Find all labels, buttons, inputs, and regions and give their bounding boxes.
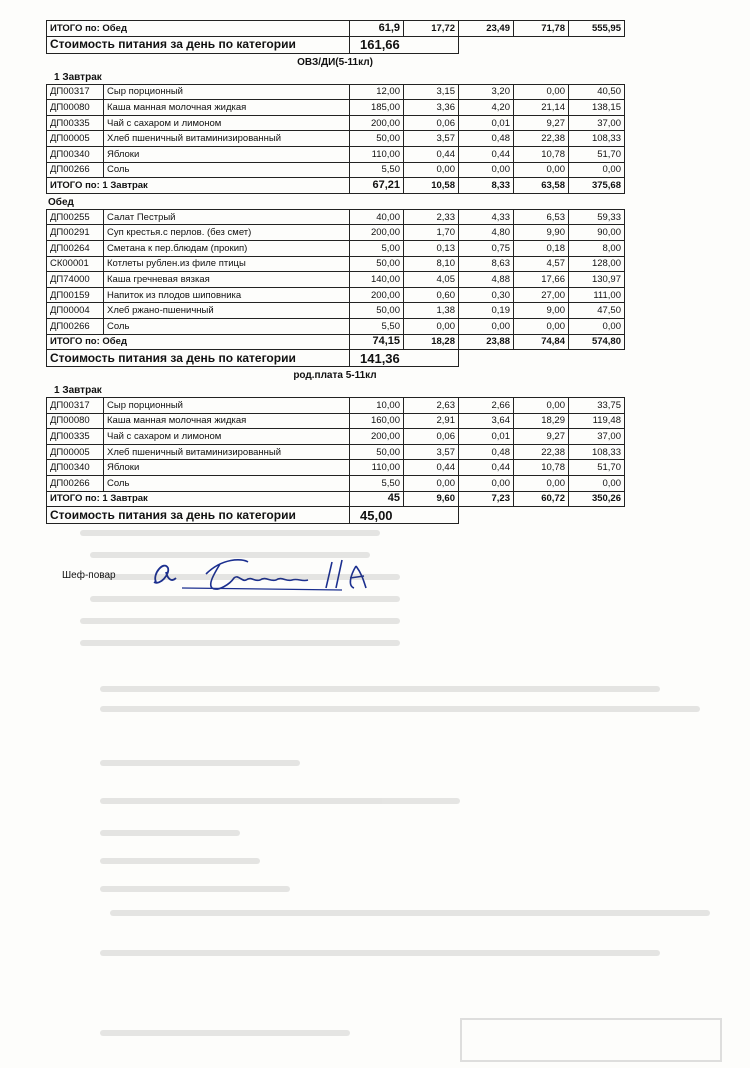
total-label: ИТОГО по: 1 Завтрак — [47, 491, 350, 507]
dish-value: 128,00 — [569, 256, 625, 272]
dish-code: ДП00317 — [47, 84, 104, 100]
dish-value: 3,64 — [459, 413, 514, 429]
dish-code: ДП00291 — [47, 225, 104, 241]
total-label: ИТОГО по: Обед — [47, 334, 350, 350]
dish-value: 119,48 — [569, 413, 625, 429]
dish-code: ДП00340 — [47, 460, 104, 476]
dish-value: 0,48 — [459, 444, 514, 460]
dish-name: Яблоки — [104, 460, 350, 476]
dish-name: Яблоки — [104, 146, 350, 162]
total-value: 350,26 — [569, 491, 625, 507]
dish-value: 0,00 — [404, 476, 459, 492]
chef-signature — [142, 552, 412, 600]
dish-value: 0,18 — [514, 240, 569, 256]
dish-value: 4,20 — [459, 100, 514, 116]
dish-name: Каша гречневая вязкая — [104, 272, 350, 288]
dish-value: 0,00 — [569, 318, 625, 334]
dish-value: 50,00 — [350, 131, 404, 147]
total-value: 45 — [350, 491, 404, 507]
table-row — [47, 413, 625, 429]
dish-name: Чай с сахаром и лимоном — [104, 115, 350, 131]
dish-code: ДП00264 — [47, 240, 104, 256]
blank-cell — [459, 507, 625, 524]
cost-value: 161,66 — [350, 36, 459, 53]
total-value: 17,72 — [404, 21, 459, 37]
section-title: ОВЗ/ДИ(5-11кл) — [297, 56, 373, 68]
total-value: 67,21 — [350, 178, 404, 194]
dish-code: ДП00340 — [47, 146, 104, 162]
dish-value: 8,00 — [569, 240, 625, 256]
dish-value: 0,00 — [459, 162, 514, 178]
meal-total-row — [47, 491, 625, 507]
dish-value: 51,70 — [569, 146, 625, 162]
dish-code: ДП00266 — [47, 318, 104, 334]
dish-value: 3,20 — [459, 84, 514, 100]
dish-value: 51,70 — [569, 460, 625, 476]
total-value: 10,58 — [404, 178, 459, 194]
dish-value: 0,44 — [459, 146, 514, 162]
dish-value: 0,00 — [404, 318, 459, 334]
dish-value: 9,90 — [514, 225, 569, 241]
dish-value: 4,05 — [404, 272, 459, 288]
dish-value: 130,97 — [569, 272, 625, 288]
dish-code: ДП00159 — [47, 287, 104, 303]
dish-name: Суп крестья.с перлов. (без смет) — [104, 225, 350, 241]
dish-value: 0,00 — [569, 476, 625, 492]
cost-label: Стоимость питания за день по категории — [47, 36, 350, 53]
dish-value: 9,00 — [514, 303, 569, 319]
total-value: 18,28 — [404, 334, 459, 350]
reverse-side-box — [460, 1018, 722, 1062]
table-row — [47, 318, 625, 334]
dish-value: 33,75 — [569, 398, 625, 414]
dish-value: 0,00 — [459, 476, 514, 492]
total-value: 71,78 — [514, 21, 569, 37]
total-value: 23,49 — [459, 21, 514, 37]
total-value: 574,80 — [569, 334, 625, 350]
dish-value: 108,33 — [569, 131, 625, 147]
dish-value: 0,75 — [459, 240, 514, 256]
dish-value: 0,00 — [514, 398, 569, 414]
dish-value: 40,00 — [350, 209, 404, 225]
table-row — [47, 398, 625, 414]
blank-cell — [459, 350, 625, 367]
dish-value: 0,00 — [514, 162, 569, 178]
dish-code: ДП00266 — [47, 162, 104, 178]
dish-value: 5,50 — [350, 162, 404, 178]
dish-value: 0,13 — [404, 240, 459, 256]
total-value: 74,84 — [514, 334, 569, 350]
total-value: 7,23 — [459, 491, 514, 507]
reverse-side-bleed-through — [70, 530, 730, 1050]
table-row — [47, 115, 625, 131]
dish-code: ДП00080 — [47, 413, 104, 429]
dish-value: 4,57 — [514, 256, 569, 272]
dish-code: ДП00335 — [47, 429, 104, 445]
dish-value: 22,38 — [514, 131, 569, 147]
dish-value: 0,00 — [514, 84, 569, 100]
dish-value: 9,27 — [514, 115, 569, 131]
dish-value: 2,66 — [459, 398, 514, 414]
table-row — [47, 476, 625, 492]
total-label: ИТОГО по: Обед — [47, 21, 350, 37]
dish-value: 9,27 — [514, 429, 569, 445]
dish-value: 0,01 — [459, 115, 514, 131]
dish-value: 0,44 — [404, 460, 459, 476]
dish-value: 1,38 — [404, 303, 459, 319]
dish-value: 3,57 — [404, 444, 459, 460]
section-title: род.плата 5-11кл — [293, 370, 377, 382]
dish-code: ДП00335 — [47, 115, 104, 131]
dish-value: 2,63 — [404, 398, 459, 414]
dish-name: Сыр порционный — [104, 84, 350, 100]
dish-name: Сметана к пер.блюдам (прокип) — [104, 240, 350, 256]
table-row — [47, 444, 625, 460]
dish-value: 4,88 — [459, 272, 514, 288]
table-row — [47, 100, 625, 116]
dish-code: ДП00255 — [47, 209, 104, 225]
chef-signature-row — [62, 566, 442, 606]
dish-value: 0,30 — [459, 287, 514, 303]
dish-value: 5,50 — [350, 476, 404, 492]
meal-title: 1 Завтрак — [54, 71, 102, 83]
dish-value: 27,00 — [514, 287, 569, 303]
daily-cost-row — [47, 36, 625, 53]
meal-title: Обед — [48, 196, 74, 208]
table-row — [47, 429, 625, 445]
dish-value: 110,00 — [350, 460, 404, 476]
dish-name: Каша манная молочная жидкая — [104, 100, 350, 116]
dish-code: СК00001 — [47, 256, 104, 272]
dish-name: Соль — [104, 476, 350, 492]
table-row — [47, 240, 625, 256]
dish-name: Хлеб ржано-пшеничный — [104, 303, 350, 319]
dish-value: 110,00 — [350, 146, 404, 162]
dish-value: 0,48 — [459, 131, 514, 147]
table-row — [47, 287, 625, 303]
dish-value: 0,44 — [404, 146, 459, 162]
total-value: 555,95 — [569, 21, 625, 37]
dish-name: Сыр порционный — [104, 398, 350, 414]
blank-cell — [459, 36, 625, 53]
dish-value: 160,00 — [350, 413, 404, 429]
dish-value: 2,91 — [404, 413, 459, 429]
chef-label: Шеф-повар — [62, 570, 116, 581]
dish-value: 185,00 — [350, 100, 404, 116]
dish-value: 12,00 — [350, 84, 404, 100]
dish-name: Салат Пестрый — [104, 209, 350, 225]
dish-value: 0,06 — [404, 115, 459, 131]
dish-value: 0,19 — [459, 303, 514, 319]
dish-value: 90,00 — [569, 225, 625, 241]
menu-document — [46, 20, 624, 524]
dish-value: 0,00 — [404, 162, 459, 178]
dish-code: ДП00005 — [47, 131, 104, 147]
table-row — [47, 303, 625, 319]
dish-value: 17,66 — [514, 272, 569, 288]
meal-table — [46, 397, 625, 524]
dish-value: 22,38 — [514, 444, 569, 460]
meal-title: 1 Завтрак — [54, 385, 102, 397]
dish-value: 3,36 — [404, 100, 459, 116]
dish-value: 3,57 — [404, 131, 459, 147]
dish-value: 37,00 — [569, 429, 625, 445]
dish-value: 4,33 — [459, 209, 514, 225]
dish-code: ДП00317 — [47, 398, 104, 414]
meal-table — [46, 84, 625, 194]
total-value: 9,60 — [404, 491, 459, 507]
total-value: 63,58 — [514, 178, 569, 194]
meal-total-row — [47, 178, 625, 194]
total-value: 60,72 — [514, 491, 569, 507]
dish-value: 108,33 — [569, 444, 625, 460]
dish-name: Хлеб пшеничный витаминизированный — [104, 444, 350, 460]
dish-value: 4,80 — [459, 225, 514, 241]
dish-value: 1,70 — [404, 225, 459, 241]
table-row — [47, 256, 625, 272]
top-summary-table — [46, 20, 625, 54]
cost-label: Стоимость питания за день по категории — [47, 507, 350, 524]
dish-value: 10,78 — [514, 146, 569, 162]
dish-name: Котлеты рублен.из филе птицы — [104, 256, 350, 272]
total-value: 61,9 — [350, 21, 404, 37]
dish-value: 8,10 — [404, 256, 459, 272]
dish-value: 47,50 — [569, 303, 625, 319]
dish-value: 59,33 — [569, 209, 625, 225]
dish-value: 200,00 — [350, 225, 404, 241]
table-row — [47, 272, 625, 288]
dish-value: 37,00 — [569, 115, 625, 131]
dish-value: 10,78 — [514, 460, 569, 476]
total-value: 8,33 — [459, 178, 514, 194]
dish-code: ДП00004 — [47, 303, 104, 319]
dish-value: 0,00 — [459, 318, 514, 334]
dish-value: 6,53 — [514, 209, 569, 225]
dish-value: 50,00 — [350, 303, 404, 319]
table-row — [47, 209, 625, 225]
dish-code: ДП00080 — [47, 100, 104, 116]
dish-value: 140,00 — [350, 272, 404, 288]
dish-value: 50,00 — [350, 444, 404, 460]
dish-value: 3,15 — [404, 84, 459, 100]
total-label: ИТОГО по: 1 Завтрак — [47, 178, 350, 194]
total-value: 375,68 — [569, 178, 625, 194]
dish-value: 0,44 — [459, 460, 514, 476]
dish-value: 18,29 — [514, 413, 569, 429]
table-row — [47, 162, 625, 178]
dish-name: Соль — [104, 318, 350, 334]
dish-value: 21,14 — [514, 100, 569, 116]
dish-value: 10,00 — [350, 398, 404, 414]
dish-value: 50,00 — [350, 256, 404, 272]
daily-cost-row — [47, 507, 625, 524]
meal-total-row — [47, 334, 625, 350]
dish-code: ДП00266 — [47, 476, 104, 492]
dish-value: 5,50 — [350, 318, 404, 334]
dish-value: 138,15 — [569, 100, 625, 116]
dish-name: Соль — [104, 162, 350, 178]
dish-code: ДП74000 — [47, 272, 104, 288]
cost-label: Стоимость питания за день по категории — [47, 350, 350, 367]
cost-value: 141,36 — [350, 350, 459, 367]
dish-value: 8,63 — [459, 256, 514, 272]
total-value: 23,88 — [459, 334, 514, 350]
cost-value: 45,00 — [350, 507, 459, 524]
dish-value: 2,33 — [404, 209, 459, 225]
table-row — [47, 460, 625, 476]
dish-value: 0,01 — [459, 429, 514, 445]
daily-cost-row — [47, 350, 625, 367]
total-value: 74,15 — [350, 334, 404, 350]
meal-table — [46, 209, 625, 367]
dish-value: 0,00 — [514, 476, 569, 492]
dish-code: ДП00005 — [47, 444, 104, 460]
table-row — [47, 131, 625, 147]
dish-value: 200,00 — [350, 429, 404, 445]
dish-value: 0,00 — [569, 162, 625, 178]
dish-value: 5,00 — [350, 240, 404, 256]
dish-value: 40,50 — [569, 84, 625, 100]
meal-total-row — [47, 21, 625, 37]
dish-value: 0,06 — [404, 429, 459, 445]
dish-value: 200,00 — [350, 115, 404, 131]
table-row — [47, 84, 625, 100]
dish-name: Напиток из плодов шиповника — [104, 287, 350, 303]
dish-value: 200,00 — [350, 287, 404, 303]
dish-name: Хлеб пшеничный витаминизированный — [104, 131, 350, 147]
dish-name: Каша манная молочная жидкая — [104, 413, 350, 429]
table-row — [47, 146, 625, 162]
dish-name: Чай с сахаром и лимоном — [104, 429, 350, 445]
table-row — [47, 225, 625, 241]
dish-value: 0,60 — [404, 287, 459, 303]
dish-value: 0,00 — [514, 318, 569, 334]
dish-value: 111,00 — [569, 287, 625, 303]
